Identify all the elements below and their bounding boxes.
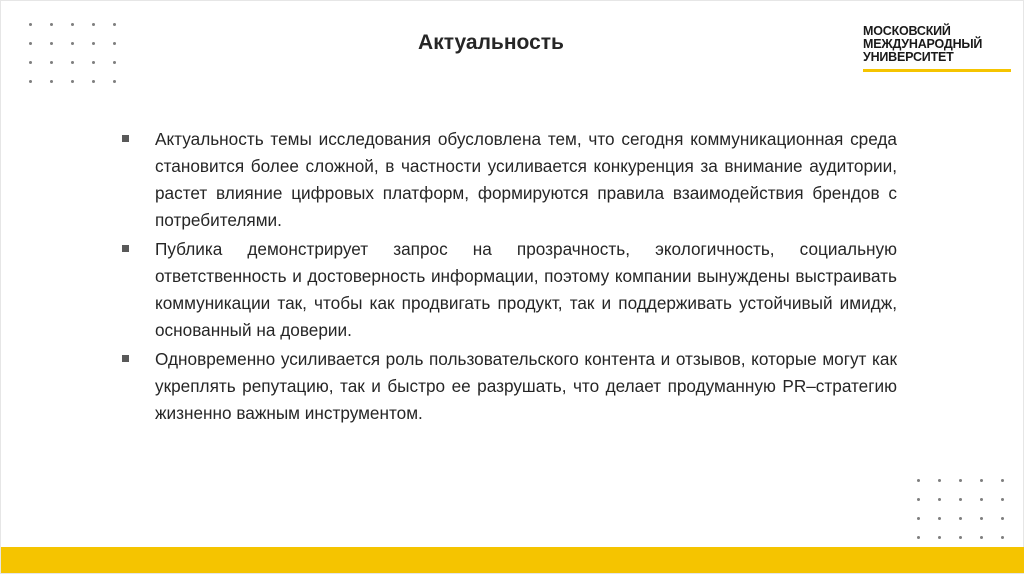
- dot: [1001, 498, 1004, 501]
- logo-line-1: МОСКОВСКИЙ: [863, 24, 951, 38]
- footer-accent-bar: [1, 547, 1024, 573]
- list-item: [119, 236, 897, 344]
- dot: [917, 498, 920, 501]
- dot: [980, 479, 983, 482]
- bullet-text: Публика демонстрирует запрос на прозрачность, экологичность, социальную ответственность и достоверность информации, поэтому компании вынуждены выстраивать коммуникации так, чтобы как продвигать продукт, так и поддерживать устойчивый имидж, основанный на доверии.: [155, 239, 897, 340]
- dot: [50, 23, 53, 26]
- square-bullet-icon: [122, 135, 129, 142]
- logo-underline: [863, 69, 1011, 72]
- square-bullet-icon: [122, 245, 129, 252]
- bullet-text: Актуальность темы исследования обусловлена тем, что сегодня коммуникационная среда становится более сложной, в частности усиливается конкуренция за внимание аудитории, растет влияние цифровых платформ, формируются правила взаимодействия брендов с потребителями.: [155, 129, 897, 230]
- dot: [29, 61, 32, 64]
- dot: [917, 479, 920, 482]
- dot: [113, 61, 116, 64]
- dot: [1001, 536, 1004, 539]
- dot: [1001, 517, 1004, 520]
- list-item: [119, 126, 897, 234]
- dot: [938, 517, 941, 520]
- dot: [917, 517, 920, 520]
- decorative-dot-grid-bottom-right: [917, 479, 1005, 540]
- list-item: [119, 346, 897, 427]
- dot: [980, 498, 983, 501]
- square-bullet-icon: [122, 355, 129, 362]
- logo-line-3: УНИВЕРСИТЕТ: [863, 50, 954, 64]
- dot: [980, 517, 983, 520]
- dot: [71, 61, 74, 64]
- dot: [113, 80, 116, 83]
- dot: [113, 23, 116, 26]
- dot: [29, 80, 32, 83]
- logo-line-2: МЕЖДУНАРОДНЫЙ: [863, 37, 983, 51]
- dot: [938, 479, 941, 482]
- dot: [959, 517, 962, 520]
- dot: [917, 536, 920, 539]
- dot: [29, 23, 32, 26]
- dot: [959, 536, 962, 539]
- bullet-list: [119, 126, 897, 429]
- dot: [938, 536, 941, 539]
- dot: [938, 498, 941, 501]
- dot: [959, 498, 962, 501]
- dot: [92, 61, 95, 64]
- dot: [71, 80, 74, 83]
- dot: [92, 80, 95, 83]
- dot: [71, 23, 74, 26]
- slide-title: Актуальность: [418, 31, 564, 54]
- university-logo: [863, 25, 1011, 72]
- dot: [980, 536, 983, 539]
- dot: [50, 61, 53, 64]
- dot: [959, 479, 962, 482]
- bullet-text: Одновременно усиливается роль пользовательского контента и отзывов, которые могут как укреплять репутацию, так и быстро ее разрушать, что делает продуманную PR–стратегию жизненно важным инструментом.: [155, 349, 897, 423]
- dot: [92, 23, 95, 26]
- dot: [1001, 479, 1004, 482]
- dot: [50, 80, 53, 83]
